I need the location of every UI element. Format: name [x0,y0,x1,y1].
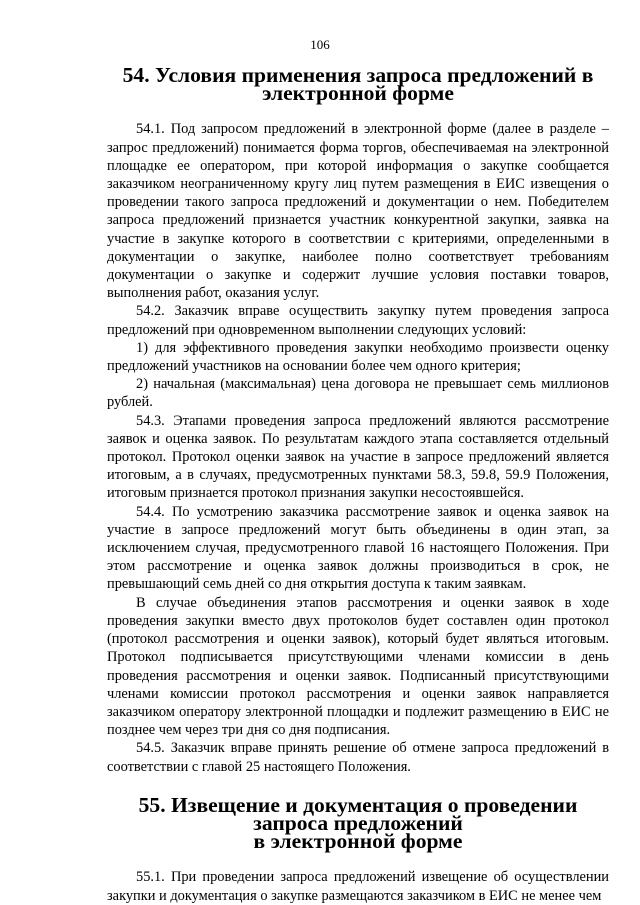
section-55-heading-line-2: в электронной форме [253,829,463,854]
paragraph-54-5: 54.5. Заказчик вправе принять решение об отмене запроса предложений в соответствии с главой 25 настоящего Положения. [107,740,609,775]
paragraph-55-1: 55.1. При проведении запроса предложений извещение об осуществлении закупки и документация о закупке размещаются заказчиком в ЕИС не менее чем [107,869,609,904]
section-54-heading: 54. Условия применения запроса предложений в электронной форме [122,63,594,106]
section-55-heading [107,792,609,854]
list-item-54-2-2: 2) начальная (максимальная) цена договора не превышает семь миллионов рублей. [107,376,609,411]
page-number: 106 [310,37,330,52]
list-item-54-2-1: 1) для эффективного проведения закупки необходимо произвести оценку предложений участников на основании более чем одного критерия; [107,339,609,375]
paragraph-54-4-continued: В случае объединения этапов рассмотрения и оценки заявок в ходе проведения закупки вместо двух протоколов будет составлен один протокол (протокол рассмотрения и оценки заявок), который будет являться итоговым. Протокол подписывается присутствующими членами комиссии в день проведения рассмотрения и оценки заявок. Подписанный присутствующими членами комиссии протокол рассмотрения и оценки заявок направляется заказчиком оператору электронной площадки и подлежит размещению в ЕИС не позднее чем через три дня со дня подписания. [107,594,609,739]
paragraph-54-1: 54.1. Под запросом предложений в электронной форме (далее в разделе – запрос предложений) понимается форма торгов, обеспечиваемая на электронной площадке ее оператором, при которой информация о закупке сообщается заказчиком неограниченному кругу лиц путем размещения в ЕИС извещения о проведении такого запроса предложений и документации о нем. Победителем запроса предложений признается участник конкурентной закупки, заявка на участие в закупке которого в соответствии с критериями, определенными в документации о закупке, наиболее полно соответствует требованиям документации о закупке и содержит лучшие условия поставки товаров, выполнения работ, оказания услуг. [107,121,609,302]
page-content [107,63,609,905]
paragraph-54-3: 54.3. Этапами проведения запроса предложений являются рассмотрение заявок и оценка заявок. По результатам каждого этапа составляется отдельный протокол. Протокол оценки заявок на участие в запросе предложений является итоговым, а в случаях, предусмотренных пунктами 58.3, 59.8, 59.9 Положения, итоговым признается протокол признания закупки несостоявшейся. [107,412,609,502]
section-55-heading-line-1: 55. Извещение и документация о проведении запроса предложений [138,792,578,835]
paragraph-54-2: 54.2. Заказчик вправе осуществить закупку путем проведения запроса предложений при одновременном выполнении следующих условий: [107,303,609,338]
paragraph-54-4: 54.4. По усмотрению заказчика рассмотрение заявок и оценка заявок на участие в запросе предложений могут быть объединены в один этап, за исключением случая, предусмотренного главой 16 настоящего Положения. При этом рассмотрение и оценка заявок должны производиться в срок, не превышающий семь дней со дня открытия доступа к таким заявкам. [107,503,609,593]
